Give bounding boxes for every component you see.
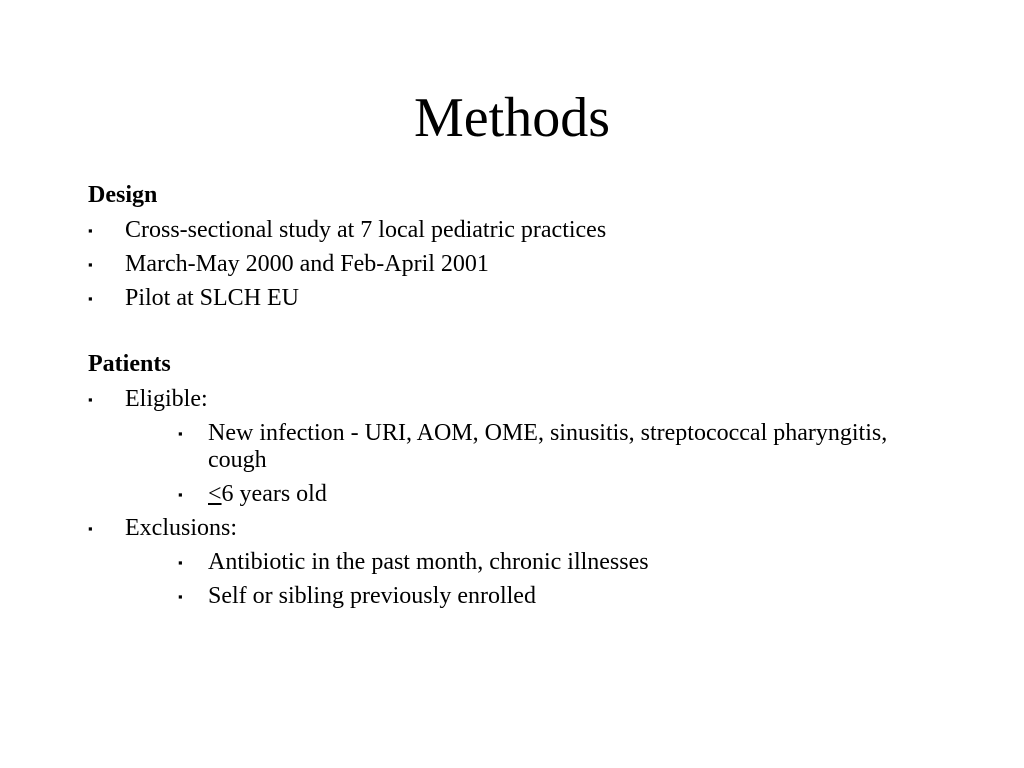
section-heading-design: Design bbox=[88, 182, 158, 208]
list-item-text: March-May 2000 and Feb-April 2001 bbox=[125, 251, 489, 277]
square-bullet-icon: ▪ bbox=[88, 291, 93, 306]
sublist-item bbox=[133, 481, 948, 508]
section-spacer bbox=[88, 312, 948, 349]
list-item-text: Pilot at SLCH EU bbox=[125, 285, 300, 311]
sublist-item-text: Self or sibling previously enrolled bbox=[208, 583, 536, 609]
list-item bbox=[88, 217, 948, 244]
exclusions-sublist bbox=[125, 549, 948, 610]
square-bullet-icon: ▪ bbox=[88, 257, 93, 272]
square-bullet-icon: ▪ bbox=[88, 521, 93, 536]
square-bullet-icon: ▪ bbox=[178, 426, 183, 441]
sublist-item-text: Antibiotic in the past month, chronic illnesses bbox=[208, 549, 649, 575]
eligible-sublist bbox=[125, 420, 948, 508]
design-list bbox=[88, 217, 948, 312]
sublist-item bbox=[133, 583, 948, 610]
list-item-text: Cross-sectional study at 7 local pediatric practices bbox=[125, 217, 607, 243]
sublist-item-text: New infection - URI, AOM, OME, sinusitis, streptococcal pharyngitis, cough bbox=[208, 420, 888, 473]
square-bullet-icon: ▪ bbox=[178, 487, 183, 502]
sublist-item-text bbox=[178, 481, 948, 508]
sublist-item bbox=[133, 549, 948, 576]
sublist-item bbox=[133, 420, 948, 474]
patients-list bbox=[88, 386, 948, 610]
square-bullet-icon: ▪ bbox=[178, 589, 183, 604]
square-bullet-icon: ▪ bbox=[88, 223, 93, 238]
list-item-text: Exclusions: bbox=[125, 515, 237, 541]
square-bullet-icon: ▪ bbox=[178, 555, 183, 570]
list-item bbox=[88, 515, 948, 610]
slide-body bbox=[88, 180, 948, 610]
age-limit-text: 6 years old bbox=[221, 481, 327, 507]
list-item bbox=[88, 251, 948, 278]
less-than-equal-symbol: < bbox=[208, 481, 222, 507]
list-item bbox=[88, 386, 948, 508]
list-item-text: Eligible: bbox=[125, 386, 208, 412]
list-item bbox=[88, 285, 948, 312]
square-bullet-icon: ▪ bbox=[88, 392, 93, 407]
section-heading-patients: Patients bbox=[88, 351, 171, 377]
slide-title: Methods bbox=[414, 87, 610, 149]
